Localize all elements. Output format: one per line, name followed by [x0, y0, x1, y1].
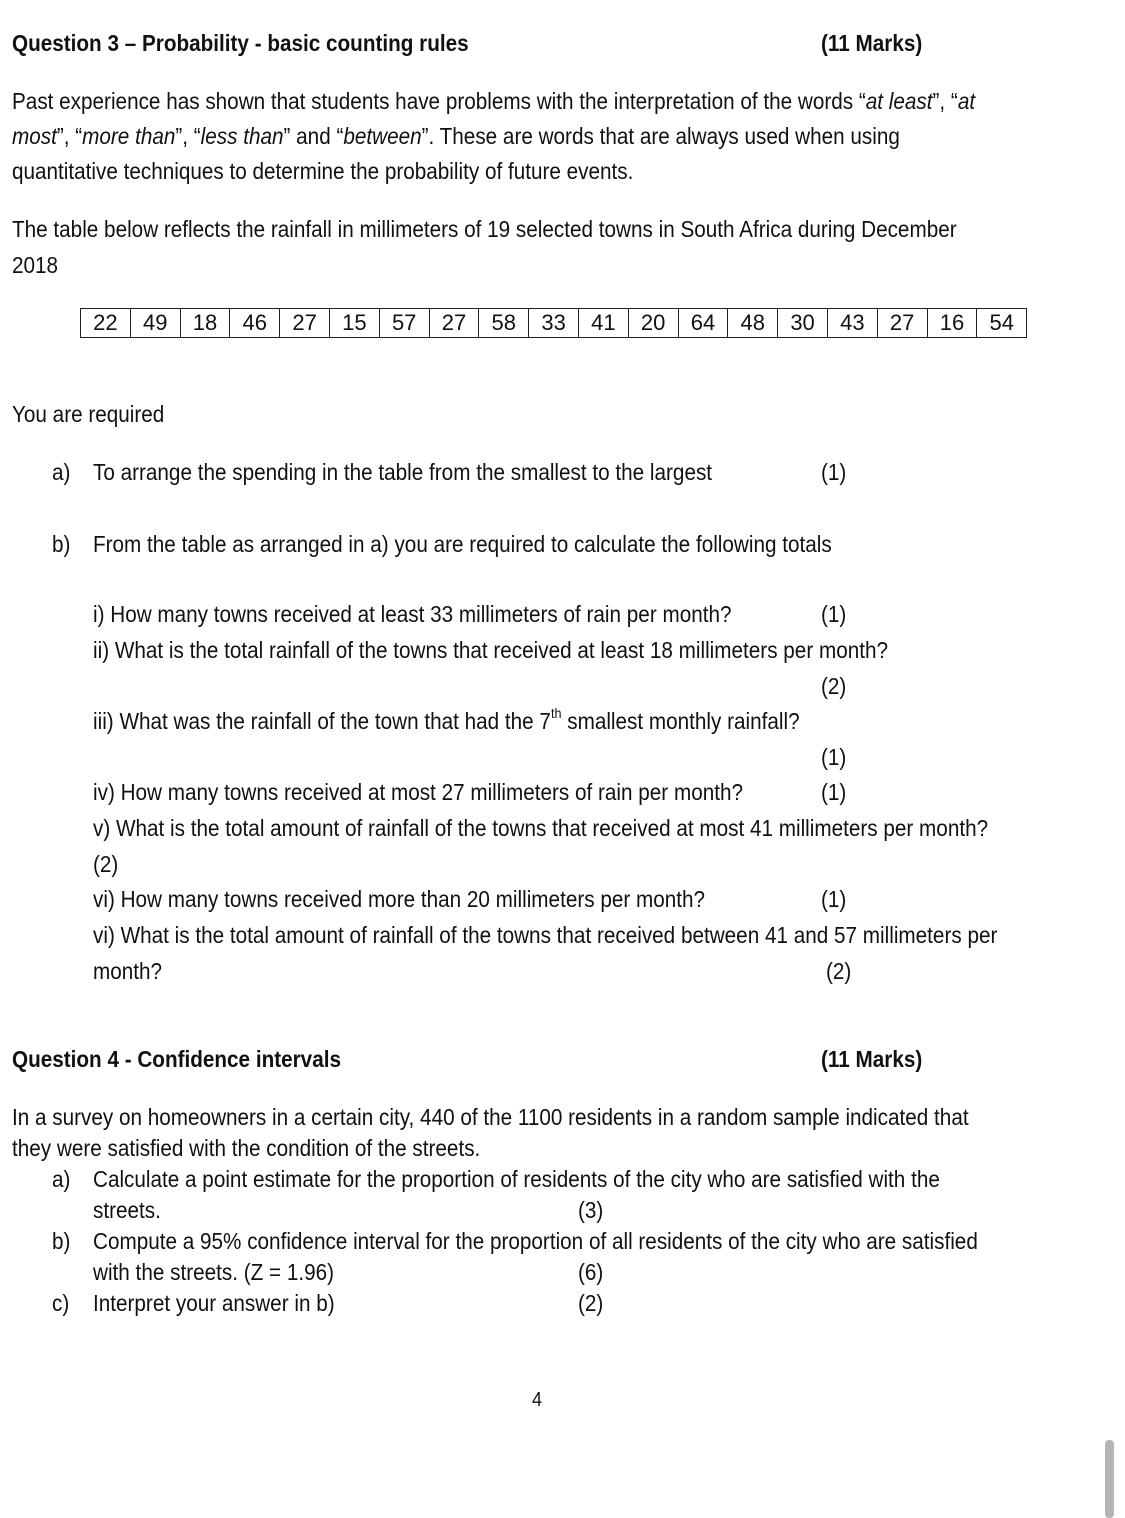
- q3-intro-line-3: quantitative techniques to determine the probability of future events.: [12, 158, 634, 184]
- rainfall-cell: 27: [877, 309, 927, 338]
- q4-c-label: c): [52, 1290, 70, 1316]
- q3-title: Question 3 – Probability - basic counting rules: [12, 30, 469, 56]
- q3-a-label: a): [52, 459, 71, 485]
- rainfall-cell: 33: [529, 309, 579, 338]
- q3-sub-ii-marks: (2): [821, 673, 847, 699]
- rainfall-cell: 18: [180, 309, 230, 338]
- q3-marks: (11 Marks): [821, 30, 923, 56]
- q3-sub-iv-text: iv) How many towns received at most 27 millimeters of rain per month?: [93, 779, 743, 805]
- q4-a-text-2: streets.: [93, 1197, 161, 1223]
- q3-sub-i-marks: (1): [821, 601, 847, 627]
- q3-sub-v-marks: (2): [93, 851, 119, 877]
- q4-c-marks: (2): [578, 1290, 604, 1316]
- rainfall-cell: 57: [379, 309, 429, 338]
- q3-sub-iv-marks: (1): [821, 779, 847, 805]
- q3-sub-v-text: v) What is the total amount of rainfall of the towns that received at most 41 millimeters per month?: [93, 815, 989, 841]
- rainfall-cell: 27: [429, 309, 479, 338]
- rainfall-cell: 41: [578, 309, 628, 338]
- q4-a-label: a): [52, 1166, 71, 1192]
- scrollbar-thumb[interactable]: [1105, 1440, 1114, 1518]
- q3-sub-iii-marks: (1): [821, 744, 847, 770]
- q3-b-label: b): [52, 531, 71, 557]
- q4-c-text: Interpret your answer in b): [93, 1290, 335, 1316]
- q4-intro-line-2: they were satisfied with the condition of the streets.: [12, 1135, 481, 1161]
- q4-a-text-1: Calculate a point estimate for the proportion of residents of the city who are satisfied with the: [93, 1166, 940, 1192]
- q3-a-marks: (1): [821, 459, 847, 485]
- q4-b-marks: (6): [578, 1259, 604, 1285]
- q3-sub-i-text: i) How many towns received at least 33 millimeters of rain per month?: [93, 601, 732, 627]
- rainfall-cell: 16: [927, 309, 977, 338]
- page-number: 4: [532, 1389, 543, 1411]
- rainfall-cell: 43: [827, 309, 877, 338]
- q3-sub-ii-text: ii) What is the total rainfall of the towns that received at least 18 millimeters per month?: [93, 637, 889, 663]
- table-intro-line-1: The table below reflects the rainfall in millimeters of 19 selected towns in South Africa during December: [12, 216, 957, 242]
- rainfall-cell: 15: [329, 309, 379, 338]
- q3-intro-line-1: Past experience has shown that students have problems with the interpretation of the words “at least”, “at: [12, 88, 976, 114]
- rainfall-cell: 49: [130, 309, 180, 338]
- q3-sub-vi2-marks: (2): [826, 958, 852, 984]
- rainfall-cell: 30: [778, 309, 828, 338]
- q4-title: Question 4 - Confidence intervals: [12, 1046, 341, 1072]
- q3-a-text: To arrange the spending in the table from the smallest to the largest: [93, 459, 713, 485]
- q4-b-label: b): [52, 1228, 71, 1254]
- q3-sub-iii-text: iii) What was the rainfall of the town that had the 7th smallest monthly rainfall?: [93, 705, 800, 734]
- required-heading: You are required: [12, 401, 165, 427]
- q4-marks: (11 Marks): [821, 1046, 923, 1072]
- table-intro-line-2: 2018: [12, 252, 59, 278]
- q4-a-marks: (3): [578, 1197, 604, 1223]
- q4-intro-line-1: In a survey on homeowners in a certain city, 440 of the 1100 residents in a random sample indicated that: [12, 1104, 969, 1130]
- rainfall-cell: 22: [81, 309, 131, 338]
- rainfall-cell: 58: [479, 309, 529, 338]
- q4-b-text-2: with the streets. (Z = 1.96): [93, 1259, 335, 1285]
- rainfall-cell: 27: [280, 309, 330, 338]
- q3-b-text: From the table as arranged in a) you are required to calculate the following totals: [93, 531, 832, 557]
- rainfall-cell: 54: [977, 309, 1027, 338]
- q3-sub-vi2-text: vi) What is the total amount of rainfall of the towns that received between 41 and 57 millimeters per: [93, 922, 998, 948]
- rainfall-cell: 64: [678, 309, 728, 338]
- rainfall-table: [80, 308, 1027, 338]
- q3-sub-vi2-text-2: month?: [93, 958, 163, 984]
- q4-b-text-1: Compute a 95% confidence interval for the proportion of all residents of the city who are satisfied: [93, 1228, 978, 1254]
- rainfall-row: [81, 309, 1027, 338]
- q3-sub-vi-marks: (1): [821, 886, 847, 912]
- rainfall-cell: 48: [728, 309, 778, 338]
- q3-sub-vi-text: vi) How many towns received more than 20 millimeters per month?: [93, 886, 706, 912]
- rainfall-cell: 46: [230, 309, 280, 338]
- rainfall-cell: 20: [628, 309, 678, 338]
- q3-intro-line-2: most”, “more than”, “less than” and “between”. These are words that are always used when using: [12, 123, 900, 149]
